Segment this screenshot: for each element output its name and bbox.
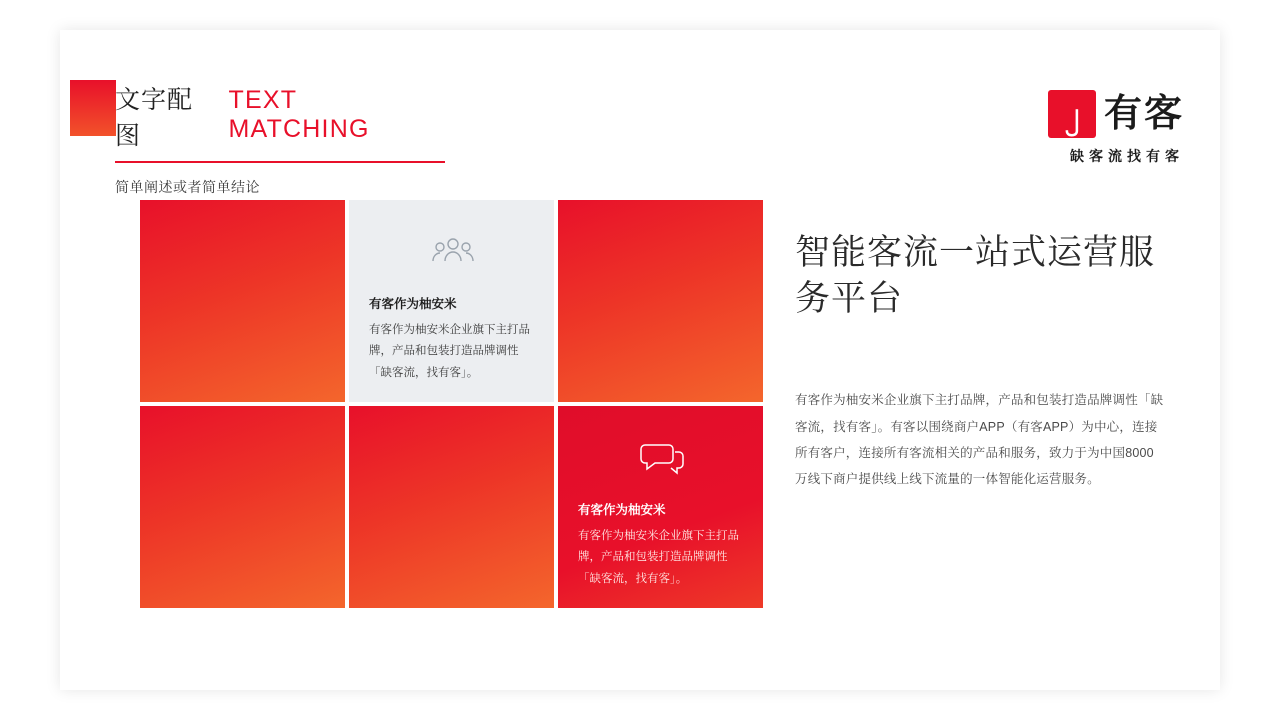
- page-title-en: TEXT MATCHING: [228, 86, 370, 143]
- card-content: [369, 224, 536, 384]
- card-body: 有客作为柚安米企业旗下主打品牌，产品和包装打造品牌调性「缺客流，找有客」。: [369, 324, 530, 379]
- card-tile: [349, 406, 554, 608]
- card-grid: [140, 200, 765, 612]
- card-title: 有客作为柚安米: [578, 503, 666, 518]
- card-tile: [558, 200, 763, 402]
- people-icon: [369, 224, 536, 280]
- card-title: 有客作为柚安米: [369, 297, 457, 312]
- logo-tagline: 缺客流找有客: [1070, 148, 1184, 164]
- logo-name: 有客: [1103, 93, 1184, 135]
- logo-mark-glyph: ၂: [1064, 96, 1080, 131]
- right-text-column: [795, 230, 1165, 492]
- logo-row: [994, 90, 1184, 138]
- logo-mark-icon: [1048, 90, 1096, 138]
- card-tile: [140, 406, 345, 608]
- body-paragraph: 有客作为柚安米企业旗下主打品牌，产品和包装打造品牌调性「缺客流，找有客」。有客以围绕商户APP（有客APP）为中心，连接所有客户，连接所有客流相关的产品和服务，致力于为中国8000万线下商户提供线上线下流量的一体智能化运营服务。: [795, 393, 1164, 487]
- page-title: [115, 80, 445, 163]
- card-body: 有客作为柚安米企业旗下主打品牌，产品和包装打造品牌调性「缺客流，找有客」。: [578, 530, 739, 585]
- card-tile: [140, 200, 345, 402]
- title-block: [115, 80, 755, 197]
- card-tile-people: [349, 200, 554, 402]
- page-title-cn: 文字配图: [115, 86, 194, 150]
- slide-canvas: [60, 30, 1220, 690]
- chat-bubbles-icon: [578, 430, 745, 486]
- accent-bar: [70, 80, 116, 136]
- card-content: [578, 430, 745, 590]
- headline: 智能客流一站式运营服务平台: [795, 233, 1156, 319]
- card-tile-chat: [558, 406, 763, 608]
- page-subtitle: 简单阐述或者简单结论: [115, 179, 260, 195]
- slide-header: [60, 58, 1220, 195]
- brand-logo: [994, 90, 1184, 166]
